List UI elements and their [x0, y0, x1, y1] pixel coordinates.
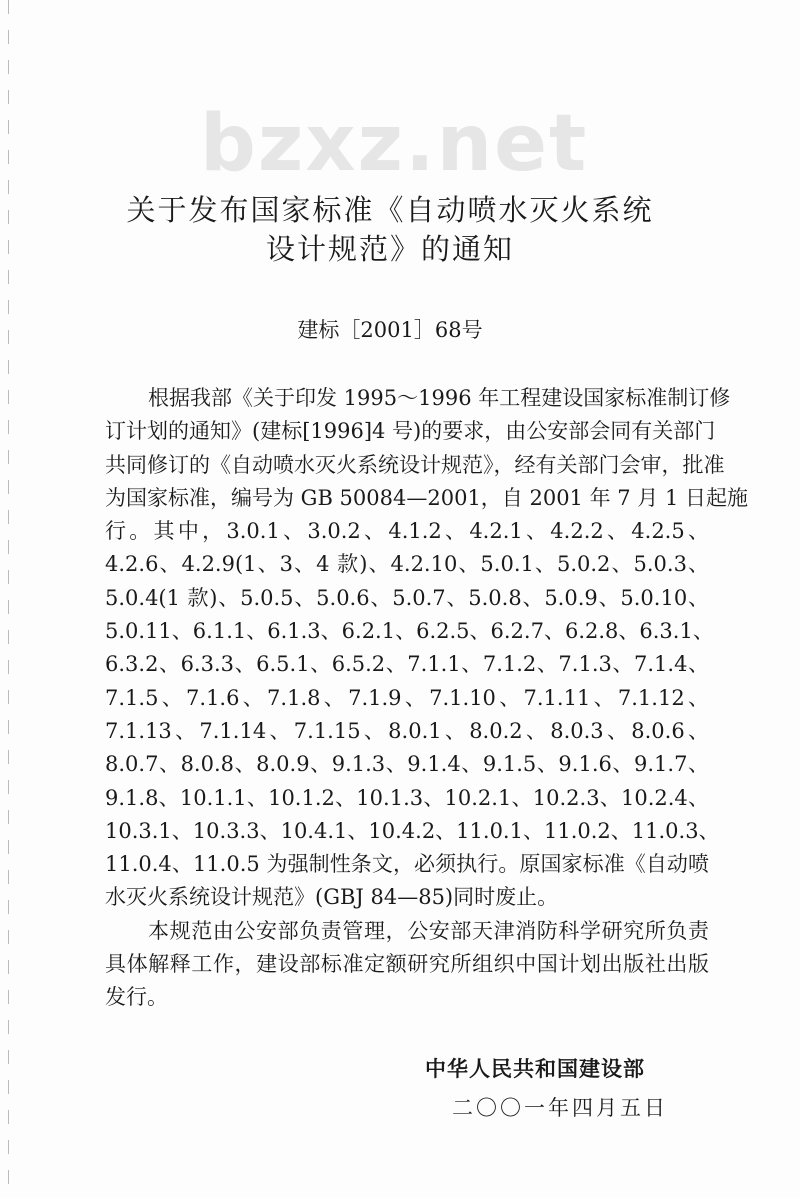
text-line: 10.3.1、10.3.3、10.4.1、10.4.2、11.0.1、11.0.2、11.0.3、: [105, 818, 720, 843]
text-line: 9.1.8、10.1.1、10.1.2、10.1.3、10.2.1、10.2.3、10.2.4、: [105, 785, 709, 810]
text-line: 为国家标准，编号为 GB 50084—2001，自 2001 年 7 月 1 日起施: [105, 485, 749, 510]
text-line: 7.1.5、7.1.6、7.1.8、7.1.9、7.1.10、7.1.11、7.1.12、: [105, 685, 709, 710]
text-line: 发行。: [105, 985, 168, 1010]
text-line: 11.0.4、11.0.5 为强制性条文，必须执行。原国家标准《自动喷: [105, 852, 709, 877]
text-line: 7.1.13、7.1.14、7.1.15、8.0.1、8.0.2、8.0.3、8.0.6、: [105, 718, 709, 743]
paragraph-1: [105, 382, 749, 915]
paragraph-2: [105, 915, 709, 1015]
text-line: 具体解释工作，建设部标准定额研究所组织中国计划出版社出版: [105, 952, 709, 977]
text-line: 5.0.4(1 款)、5.0.5、5.0.6、5.0.7、5.0.8、5.0.9、5.0.10、: [105, 585, 709, 610]
notice-body: [105, 382, 749, 1015]
page-edge-line: [8, 0, 9, 1198]
text-line: 行。其中，3.0.1、3.0.2、4.1.2、4.2.1、4.2.2、4.2.5、: [105, 519, 709, 544]
text-line: 6.3.2、6.3.3、6.5.1、6.5.2、7.1.1、7.1.2、7.1.3、7.1.4、: [105, 652, 709, 677]
text-line: 本规范由公安部负责管理，公安部天津消防科学研究所负责: [148, 918, 709, 943]
watermark: bzxz.net: [200, 99, 589, 189]
text-line: 根据我部《关于印发 1995～1996 年工程建设国家标准制订修: [148, 386, 731, 410]
text-line: 共同修订的《自动喷水灭火系统设计规范》，经有关部门会审，批准: [105, 452, 725, 477]
text-line: 4.2.6、4.2.9(1、3、4 款)、4.2.10、5.0.1、5.0.2、5.0.3、: [105, 552, 709, 577]
title-line-1: 关于发布国家标准《自动喷水灭火系统: [126, 193, 654, 227]
text-line: 8.0.7、8.0.8、8.0.9、9.1.3、9.1.4、9.1.5、9.1.6、9.1.7、: [105, 752, 709, 777]
text-line: 5.0.11、6.1.1、6.1.3、6.2.1、6.2.5、6.2.7、6.2.8、6.3.1、: [105, 619, 714, 644]
text-line: 订计划的通知》(建标[1996]4 号)的要求，由公安部会同有关部门: [105, 419, 716, 444]
issue-date: 二〇〇一年四月五日: [452, 1096, 668, 1120]
title-line-2: 设计规范》的通知: [265, 232, 514, 266]
issuer-signature: 中华人民共和国建设部: [425, 1056, 645, 1081]
document-number: 建标［2001］68号: [297, 318, 483, 342]
text-line: 水灭火系统设计规范》(GBJ 84—85)同时废止。: [105, 885, 559, 910]
